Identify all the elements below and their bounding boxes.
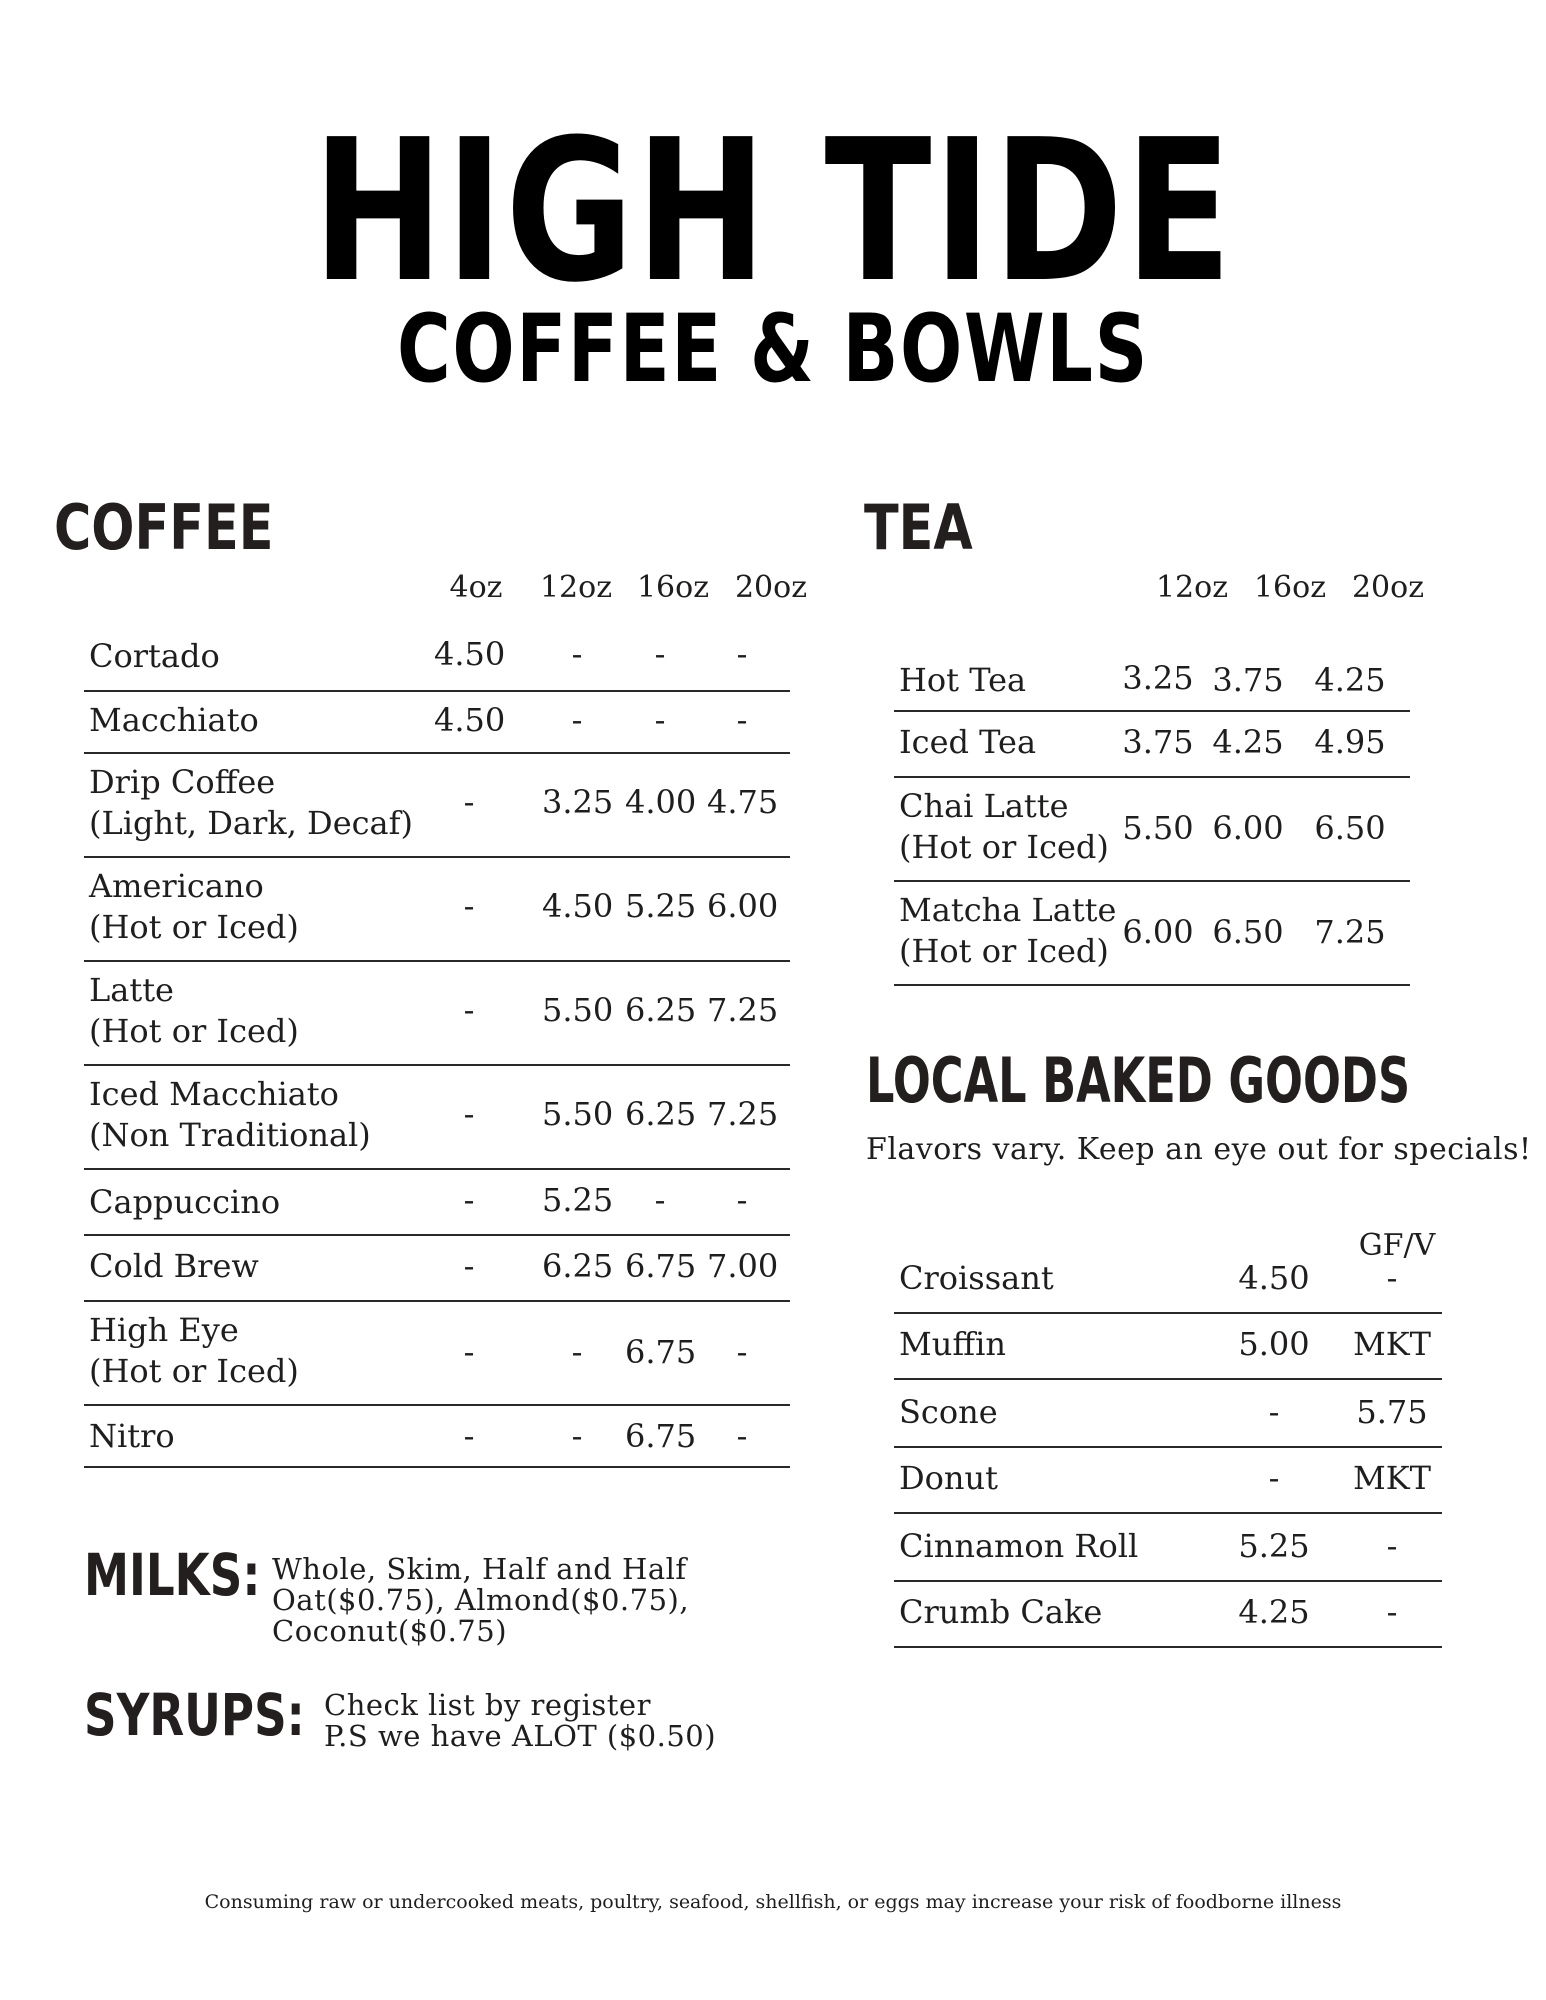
- item-name: Latte (Hot or Iced): [89, 971, 299, 1050]
- price-16oz: 4.25: [1212, 723, 1284, 761]
- menu-row: [84, 960, 790, 1066]
- menu-row: [84, 1168, 790, 1236]
- price-16oz: 5.25: [625, 887, 697, 925]
- size-header: 4oz: [449, 570, 503, 605]
- milks-list: Whole, Skim, Half and Half Oat($0.75), Almond($0.75), Coconut($0.75): [272, 1552, 690, 1648]
- price-20oz: 6.00: [707, 887, 779, 925]
- price-20oz: 4.75: [707, 783, 779, 821]
- price-12oz: -: [571, 1417, 583, 1455]
- price-4oz: -: [463, 1095, 475, 1133]
- menu-row: [894, 1312, 1442, 1380]
- item-name: High Eye (Hot or Iced): [89, 1311, 299, 1390]
- gfv-header: GF/V: [1358, 1228, 1436, 1263]
- price-4oz: -: [463, 991, 475, 1029]
- menu-row: [84, 1064, 790, 1170]
- menu-row: [894, 710, 1410, 778]
- price-4oz: -: [463, 1333, 475, 1371]
- item-gfv-price: 5.75: [1356, 1393, 1428, 1431]
- price-12oz: 6.00: [1122, 913, 1194, 951]
- price-4oz: 4.50: [434, 701, 506, 739]
- price-12oz: -: [571, 701, 583, 739]
- menu-row: [894, 880, 1410, 986]
- price-20oz: 7.25: [707, 991, 779, 1029]
- item-name: Chai Latte (Hot or Iced): [899, 787, 1109, 866]
- menu-row: [84, 1300, 790, 1406]
- item-name: Muffin: [899, 1325, 1006, 1363]
- milks-label: MILKS:: [84, 1541, 261, 1609]
- syrups-label: SYRUPS:: [84, 1681, 305, 1749]
- item-name: Scone: [899, 1393, 998, 1431]
- size-header: 12oz: [539, 570, 613, 605]
- coffee-heading: COFFEE: [54, 491, 274, 564]
- item-gfv-price: MKT: [1352, 1325, 1431, 1363]
- item-price: 4.50: [1238, 1259, 1310, 1297]
- price-4oz: -: [463, 1417, 475, 1455]
- menu-row: [894, 1446, 1442, 1514]
- price-12oz: 6.25: [542, 1247, 614, 1285]
- price-12oz: -: [571, 1333, 583, 1371]
- item-price: 5.00: [1238, 1325, 1310, 1363]
- item-gfv-price: MKT: [1352, 1459, 1431, 1497]
- price-20oz: 7.25: [707, 1095, 779, 1133]
- price-16oz: -: [654, 635, 666, 673]
- item-name: Macchiato: [89, 701, 259, 739]
- item-name: Cold Brew: [89, 1247, 259, 1285]
- menu-row: [84, 690, 790, 754]
- price-4oz: -: [463, 1181, 475, 1219]
- price-12oz: -: [571, 635, 583, 673]
- item-name: Donut: [899, 1459, 998, 1497]
- size-header: 16oz: [636, 570, 710, 605]
- size-header: 20oz: [1351, 570, 1425, 605]
- item-price: -: [1268, 1459, 1280, 1497]
- price-12oz: 4.50: [542, 887, 614, 925]
- menu-row: [84, 624, 790, 692]
- price-16oz: 6.00: [1212, 809, 1284, 847]
- price-20oz: 4.25: [1314, 661, 1386, 699]
- baked-goods-note: Flavors vary. Keep an eye out for specials!: [866, 1132, 1532, 1167]
- size-header: 20oz: [734, 570, 808, 605]
- item-name: Cappuccino: [89, 1183, 281, 1221]
- price-12oz: 5.25: [542, 1181, 614, 1219]
- price-16oz: 4.00: [625, 783, 697, 821]
- price-12oz: 3.75: [1122, 723, 1194, 761]
- price-20oz: -: [736, 1181, 748, 1219]
- item-price: 4.25: [1238, 1593, 1310, 1631]
- price-20oz: -: [736, 1417, 748, 1455]
- item-gfv-price: -: [1386, 1593, 1398, 1631]
- price-20oz: 6.50: [1314, 809, 1386, 847]
- price-12oz: 5.50: [542, 991, 614, 1029]
- item-name: Americano (Hot or Iced): [89, 867, 299, 946]
- price-16oz: -: [654, 1181, 666, 1219]
- item-name: Drip Coffee (Light, Dark, Decaf): [89, 763, 413, 842]
- menu-row: [84, 856, 790, 962]
- syrups-list: Check list by register P.S we have ALOT ($0.50): [324, 1688, 717, 1753]
- menu-row: [84, 752, 790, 858]
- price-12oz: 5.50: [542, 1095, 614, 1133]
- price-16oz: 6.75: [625, 1333, 697, 1371]
- price-20oz: 4.95: [1314, 723, 1386, 761]
- price-16oz: 6.75: [625, 1247, 697, 1285]
- item-gfv-price: -: [1386, 1527, 1398, 1565]
- item-name: Nitro: [89, 1417, 175, 1455]
- item-gfv-price: -: [1386, 1259, 1398, 1297]
- menu-row: [894, 1240, 1442, 1314]
- menu-row: [894, 1512, 1442, 1582]
- price-12oz: 3.25: [1122, 659, 1194, 697]
- menu-row: [84, 1234, 790, 1302]
- menu-row: [894, 1580, 1442, 1648]
- tea-heading: TEA: [864, 491, 973, 564]
- price-16oz: 6.50: [1212, 913, 1284, 951]
- item-price: 5.25: [1238, 1527, 1310, 1565]
- price-12oz: 5.50: [1122, 809, 1194, 847]
- menu-row: [894, 776, 1410, 882]
- price-16oz: 6.75: [625, 1417, 697, 1455]
- price-20oz: -: [736, 1333, 748, 1371]
- page-subtitle: COFFEE & BOWLS: [397, 295, 1149, 404]
- price-16oz: 6.25: [625, 991, 697, 1029]
- baked-goods-heading: LOCAL BAKED GOODS: [866, 1044, 1411, 1117]
- price-20oz: -: [736, 635, 748, 673]
- item-name: Croissant: [899, 1259, 1054, 1297]
- item-name: Hot Tea: [899, 661, 1027, 699]
- item-name: Cinnamon Roll: [899, 1527, 1139, 1565]
- item-price: -: [1268, 1393, 1280, 1431]
- size-header: 12oz: [1155, 570, 1229, 605]
- page-title: HIGH TIDE: [312, 98, 1234, 326]
- price-16oz: -: [654, 701, 666, 739]
- menu-row: [894, 1378, 1442, 1448]
- price-20oz: 7.25: [1314, 913, 1386, 951]
- price-12oz: 3.25: [542, 783, 614, 821]
- item-name: Iced Macchiato (Non Traditional): [89, 1075, 371, 1154]
- price-4oz: -: [463, 783, 475, 821]
- price-4oz: -: [463, 1247, 475, 1285]
- size-header: 16oz: [1253, 570, 1327, 605]
- price-20oz: -: [736, 701, 748, 739]
- price-20oz: 7.00: [707, 1247, 779, 1285]
- price-16oz: 3.75: [1212, 661, 1284, 699]
- item-name: Matcha Latte (Hot or Iced): [899, 891, 1117, 970]
- menu-row: [84, 1404, 790, 1468]
- price-4oz: -: [463, 887, 475, 925]
- item-name: Iced Tea: [899, 723, 1037, 761]
- item-name: Cortado: [89, 637, 220, 675]
- price-16oz: 6.25: [625, 1095, 697, 1133]
- price-4oz: 4.50: [434, 635, 506, 673]
- food-safety-disclaimer: Consuming raw or undercooked meats, poultry, seafood, shellfish, or eggs may increase your risk of foodborne illness: [204, 1891, 1342, 1913]
- menu-row: [894, 650, 1410, 712]
- item-name: Crumb Cake: [899, 1593, 1103, 1631]
